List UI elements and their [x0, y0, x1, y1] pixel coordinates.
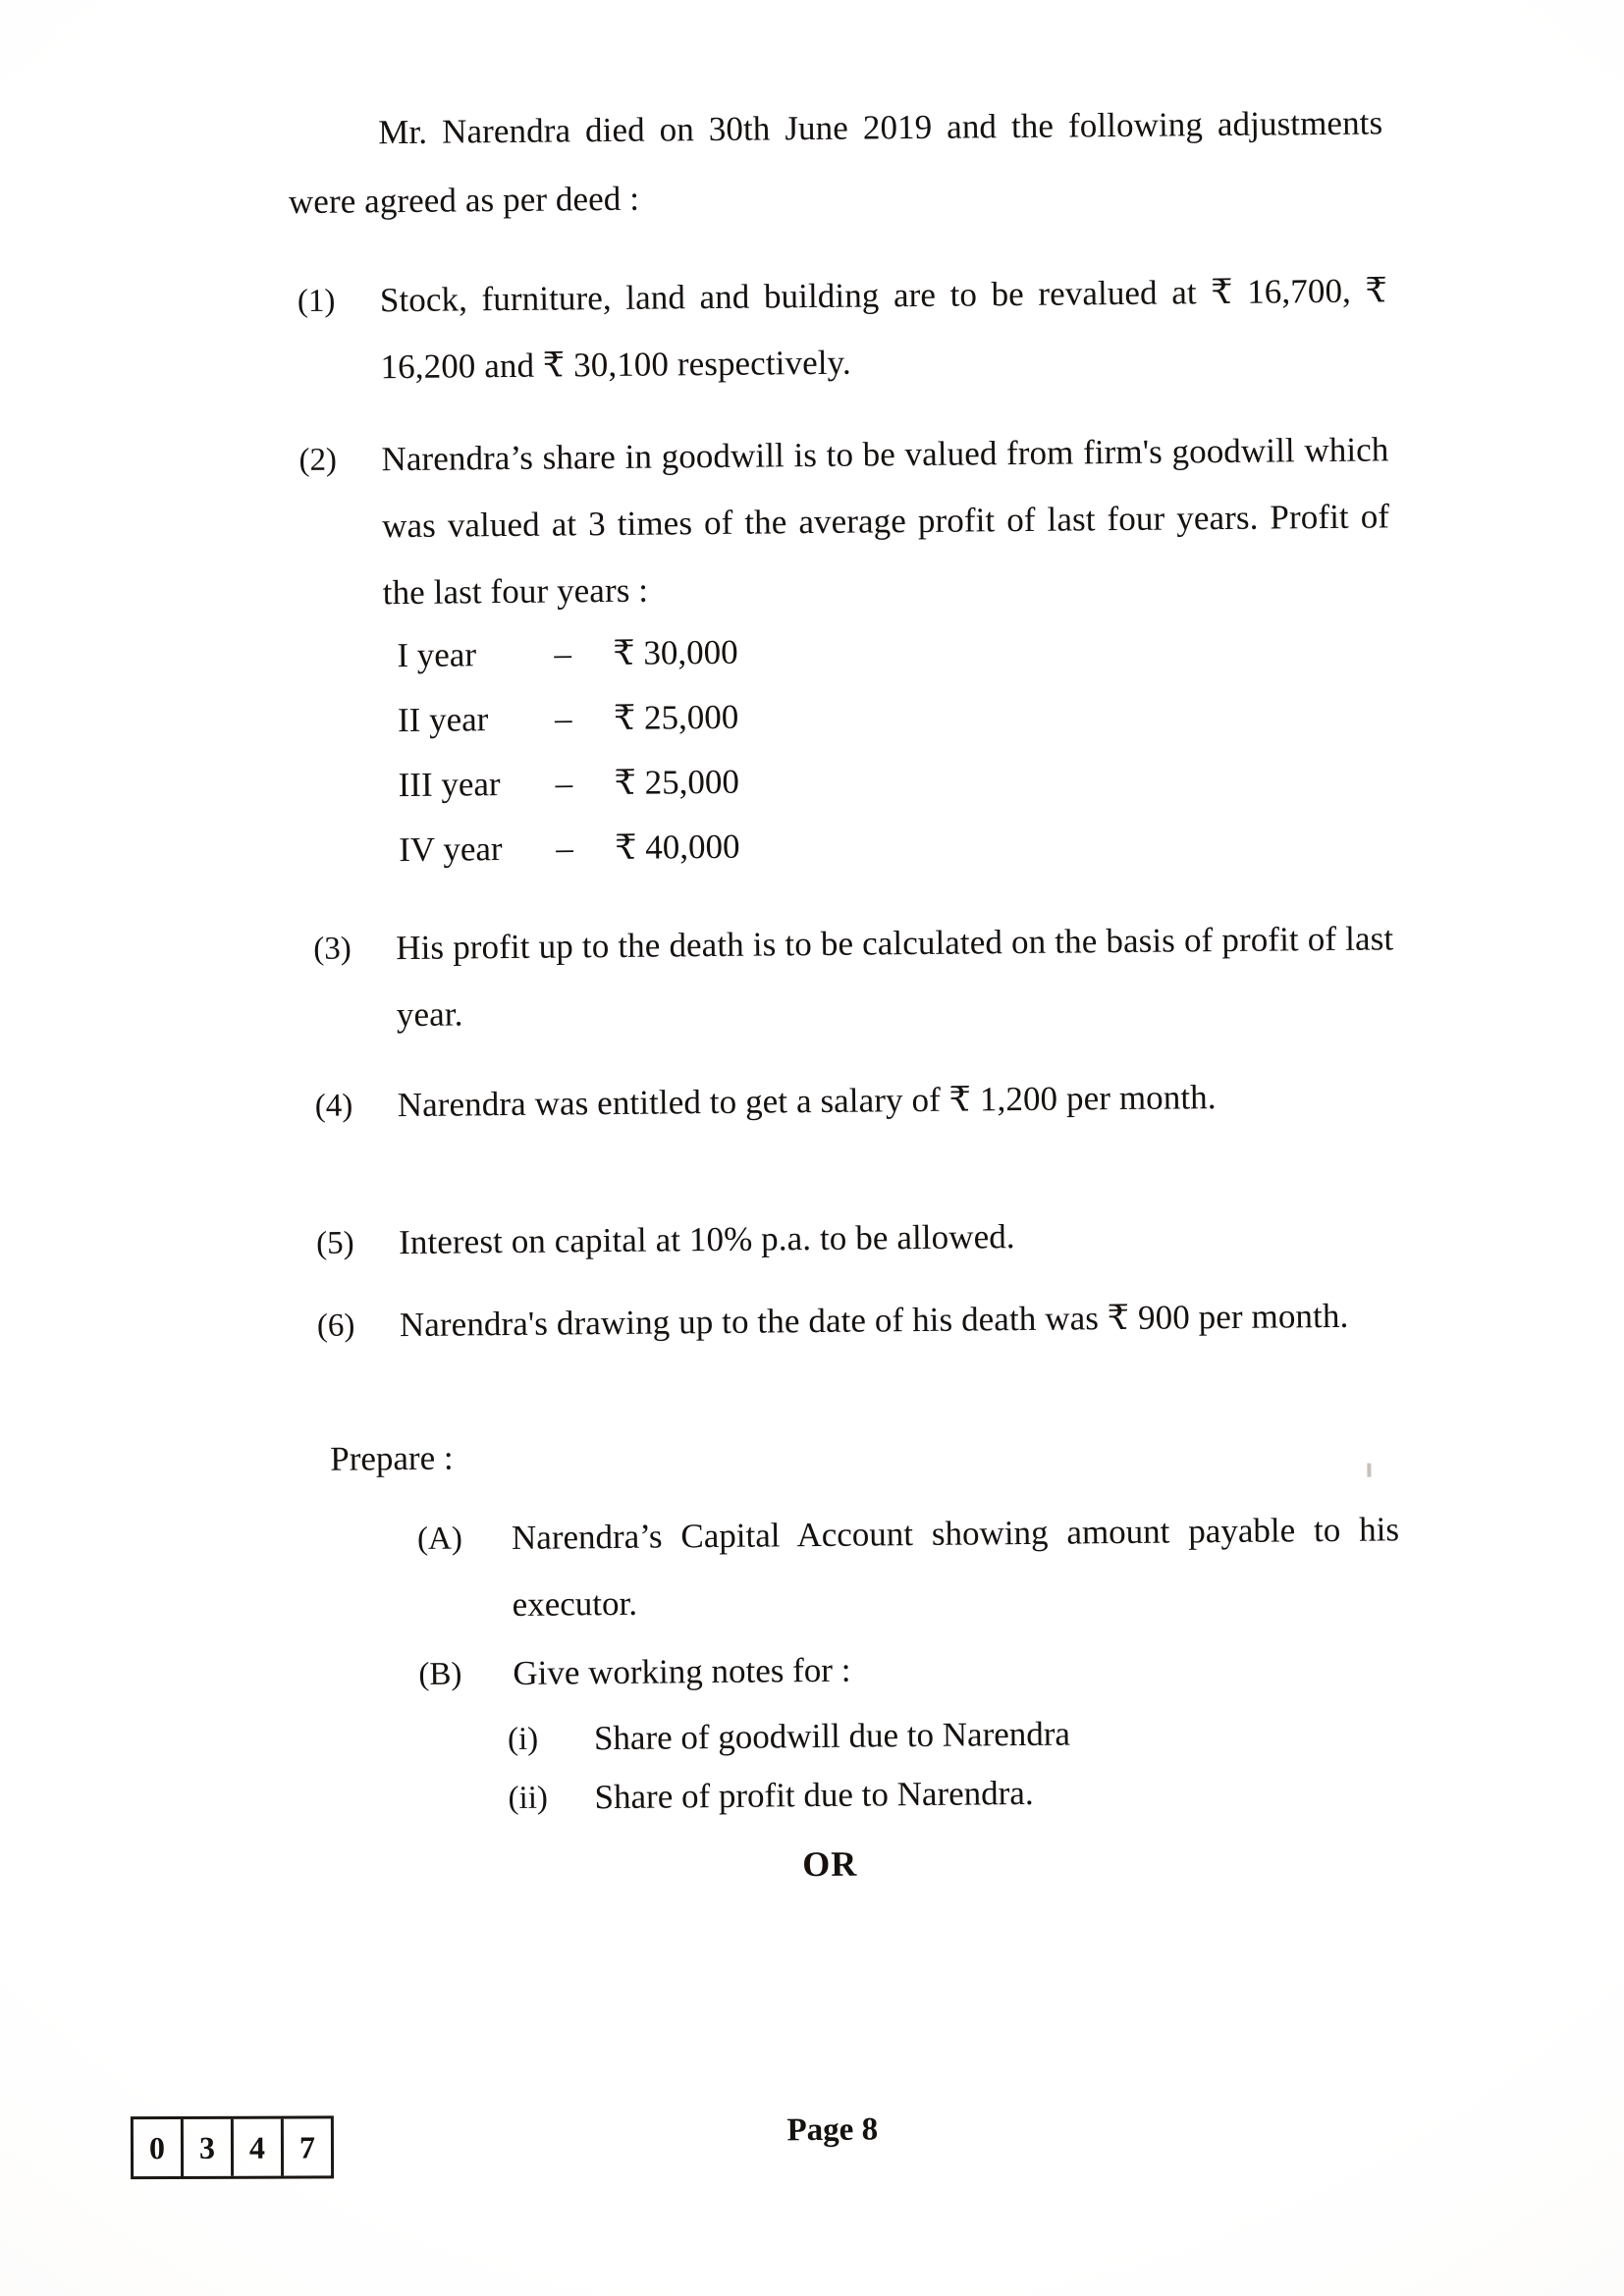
clause-4 — [314, 1062, 1395, 1140]
profit-years-list — [397, 632, 812, 895]
scan-speck — [1367, 1464, 1371, 1477]
clause-2-number: (2) — [298, 442, 338, 479]
profit-year-dash: – — [554, 699, 572, 738]
profit-year-row — [397, 632, 810, 701]
profit-year-amount: ₹ 40,000 — [615, 827, 740, 867]
clause-6-number: (6) — [316, 1308, 355, 1344]
clause-1-text: Stock, furniture, land and building are to be revalued at ₹ 16,700, ₹ 16,200 and ₹ 30,100 respectively. — [379, 271, 1388, 387]
clause-5-text: Interest on capital at 10% p.a. to be allowed. — [398, 1217, 1015, 1262]
page-number: Page 8 — [786, 2111, 879, 2149]
paper-code-digit: 3 — [184, 2119, 234, 2176]
prepare-item-a-tag: (A) — [416, 1521, 463, 1557]
working-note-ii — [508, 1759, 1392, 1829]
clause-3 — [313, 905, 1394, 1049]
intro-paragraph: Mr. Narendra died on 30th June 2019 and the following adjustments were agreed as per deed : — [288, 103, 1383, 222]
clause-1 — [298, 257, 1388, 401]
or-separator: OR — [802, 1843, 858, 1885]
profit-year-amount: ₹ 30,000 — [613, 632, 738, 672]
clause-4-number: (4) — [314, 1088, 353, 1124]
working-note-i-tag: (i) — [507, 1721, 539, 1758]
prepare-item-b-text: Give working notes for : — [513, 1650, 851, 1693]
profit-year-dash: – — [555, 764, 573, 803]
profit-year-amount: ₹ 25,000 — [613, 697, 739, 737]
profit-year-label: II year — [397, 700, 489, 740]
clause-3-number: (3) — [313, 931, 352, 967]
clause-1-number: (1) — [297, 283, 336, 320]
clause-2-text: Narendra’s share in goodwill is to be valued from firm's goodwill which was valued at 3 times of the average profit of last four years. Profit of the last four years : — [381, 430, 1390, 613]
profit-year-row — [398, 697, 811, 766]
clause-4-text: Narendra was entitled to get a salary of ₹ 1,200 per month. — [397, 1078, 1217, 1125]
working-note-ii-text: Share of profit due to Narendra. — [594, 1773, 1034, 1817]
working-note-i-text: Share of goodwill due to Narendra — [593, 1714, 1071, 1758]
prepare-item-b — [418, 1631, 1401, 1708]
profit-year-dash: – — [554, 634, 572, 673]
profit-year-row — [399, 827, 812, 895]
profit-year-label: I year — [397, 635, 477, 675]
paper-code-digit: 0 — [134, 2119, 184, 2176]
clause-3-text: His profit up to the death is to be calculated on the basis of profit of last year. — [396, 919, 1394, 1035]
profit-year-label: III year — [398, 765, 501, 805]
prepare-item-b-tag: (B) — [418, 1656, 462, 1692]
prepare-item-a-text: Narendra’s Capital Account showing amount payable to his executor. — [511, 1510, 1400, 1625]
clause-6 — [317, 1282, 1398, 1360]
profit-year-amount: ₹ 25,000 — [614, 762, 740, 802]
working-note-i — [508, 1700, 1392, 1770]
clause-5-number: (5) — [315, 1225, 354, 1261]
prepare-item-a — [417, 1496, 1400, 1639]
working-note-ii-tag: (ii) — [508, 1780, 549, 1817]
clause-6-text: Narendra's drawing up to the date of his death was ₹ 900 per month. — [399, 1296, 1349, 1345]
paper-code-digit: 7 — [298, 2128, 316, 2165]
profit-year-dash: – — [556, 828, 573, 868]
paper-code-digit: 4 — [234, 2119, 284, 2176]
clause-5 — [316, 1200, 1397, 1277]
clause-2 — [298, 416, 1390, 627]
profit-year-label: IV year — [399, 829, 503, 870]
profit-year-row — [398, 762, 811, 830]
prepare-label: Prepare : — [330, 1438, 454, 1478]
